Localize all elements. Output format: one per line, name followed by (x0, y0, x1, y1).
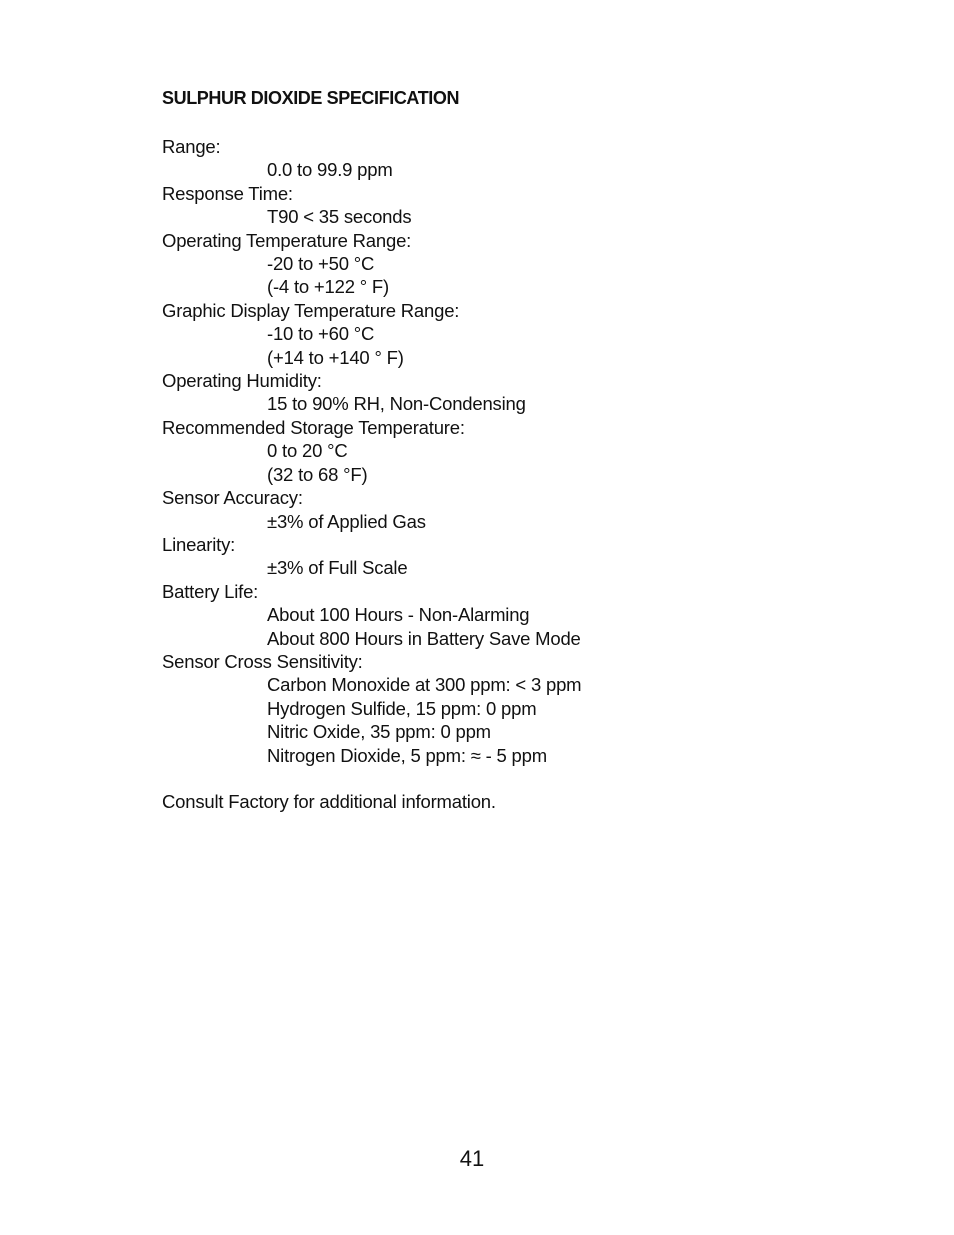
spec-value: 0.0 to 99.9 ppm (267, 159, 393, 181)
spec-value: Nitric Oxide, 35 ppm: 0 ppm (267, 721, 491, 743)
spec-value: Carbon Monoxide at 300 ppm: < 3 ppm (267, 674, 582, 696)
spec-label: Linearity: (162, 533, 236, 555)
spec-value: ±3% of Full Scale (267, 557, 408, 579)
spec-value: About 800 Hours in Battery Save Mode (267, 627, 581, 649)
spec-value: -20 to +50 °C (267, 253, 375, 275)
spec-label: Sensor Accuracy: (162, 487, 303, 509)
spec-value: 15 to 90% RH, Non-Condensing (267, 393, 526, 415)
spec-value: About 100 Hours - Non-Alarming (267, 604, 530, 626)
spec-label: Response Time: (162, 182, 293, 204)
spec-value: Nitrogen Dioxide, 5 ppm: ≈ - 5 ppm (267, 744, 547, 766)
spec-label: Graphic Display Temperature Range: (162, 299, 460, 321)
spec-label: Battery Life: (162, 580, 259, 602)
spec-value: (-4 to +122 ° F) (267, 276, 389, 298)
spec-label: Recommended Storage Temperature: (162, 416, 465, 438)
spec-value: ±3% of Applied Gas (267, 510, 426, 532)
spec-value: (+14 to +140 ° F) (267, 346, 404, 368)
spec-value: T90 < 35 seconds (267, 206, 412, 228)
footer-note: Consult Factory for additional information. (162, 791, 496, 812)
spec-label: Operating Humidity: (162, 370, 322, 392)
spec-value: Hydrogen Sulfide, 15 ppm: 0 ppm (267, 697, 537, 719)
spec-value: (32 to 68 °F) (267, 463, 368, 485)
spec-label: Sensor Cross Sensitivity: (162, 650, 363, 672)
spec-value: -10 to +60 °C (267, 323, 375, 345)
spec-label: Operating Temperature Range: (162, 229, 412, 251)
page-title: SULPHUR DIOXIDE SPECIFICATION (162, 88, 460, 108)
spec-value: 0 to 20 °C (267, 440, 348, 462)
spec-list (162, 135, 862, 767)
spec-label: Range: (162, 136, 221, 157)
page-number: 41 (459, 1146, 485, 1171)
